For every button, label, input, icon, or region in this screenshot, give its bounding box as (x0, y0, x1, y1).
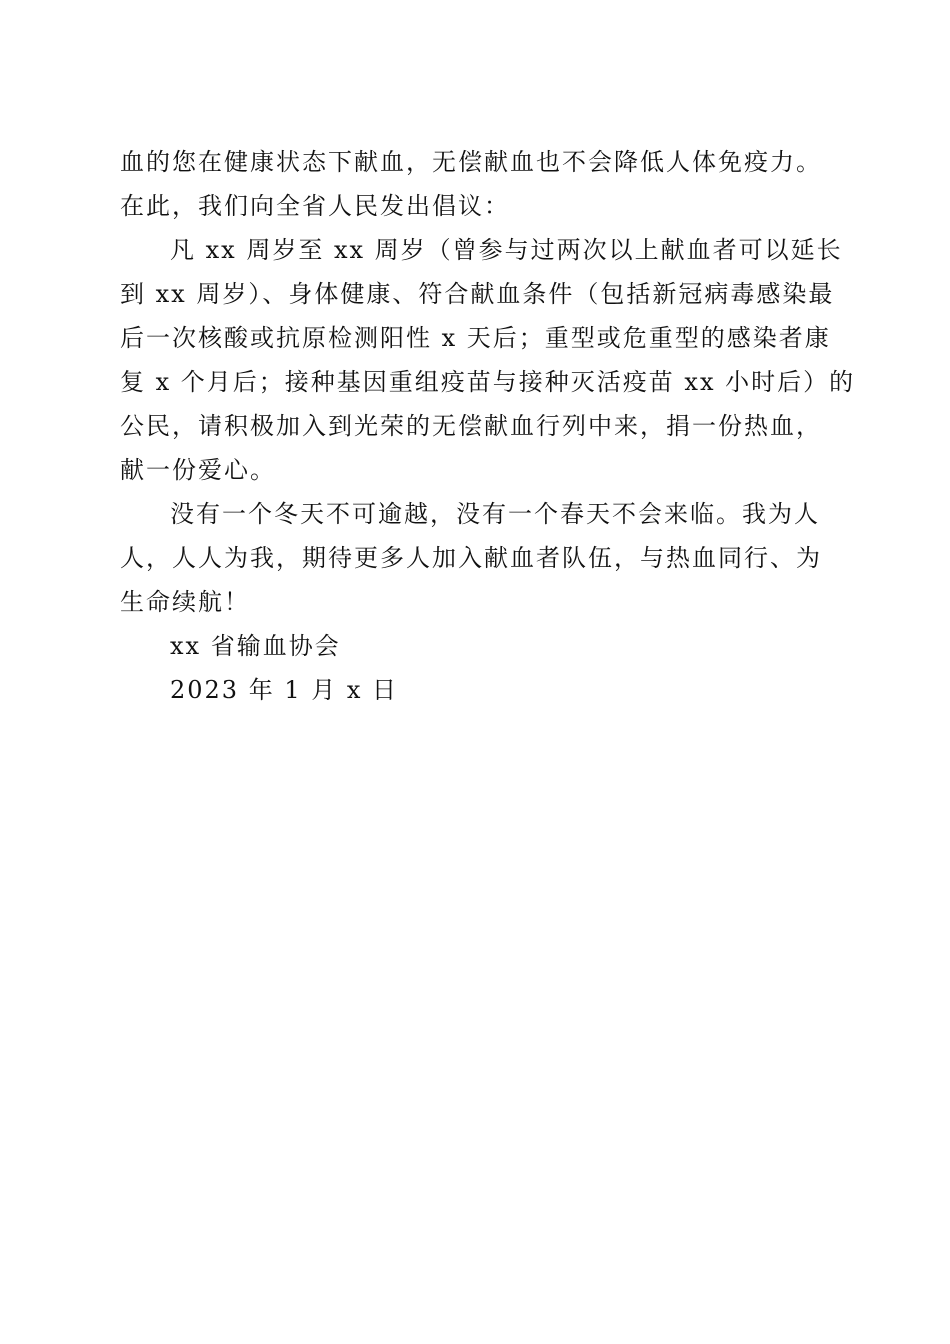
text-line: 血的您在健康状态下献血，无偿献血也不会降低人体免疫力。 (120, 148, 822, 176)
text-line: 到 xx 周岁）、身体健康、符合献血条件（包括新冠病毒感染最 (120, 280, 835, 308)
text-line: 凡 xx 周岁至 xx 周岁（曾参与过两次以上献血者可以延长 (170, 236, 843, 264)
text-line: 后一次核酸或抗原检测阳性 x 天后；重型或危重型的感染者康 (120, 324, 831, 352)
text-line: 生命续航！ (120, 588, 250, 616)
text-line: 复 x 个月后；接种基因重组疫苗与接种灭活疫苗 xx 小时后）的 (120, 368, 856, 396)
text-line: 公民，请积极加入到光荣的无偿献血行列中来，捐一份热血， (120, 412, 822, 440)
text-line: 没有一个冬天不可逾越，没有一个春天不会来临。我为人 (170, 500, 820, 528)
text-line: 人，人人为我，期待更多人加入献血者队伍，与热血同行、为 (120, 544, 822, 572)
document-body (120, 140, 856, 712)
text-line: 在此，我们向全省人民发出倡议： (120, 192, 510, 220)
text-line: 献一份爱心。 (120, 456, 276, 484)
signature-date: 2023 年 1 月 x 日 (170, 676, 399, 704)
signature-organization: xx 省输血协会 (170, 632, 341, 660)
